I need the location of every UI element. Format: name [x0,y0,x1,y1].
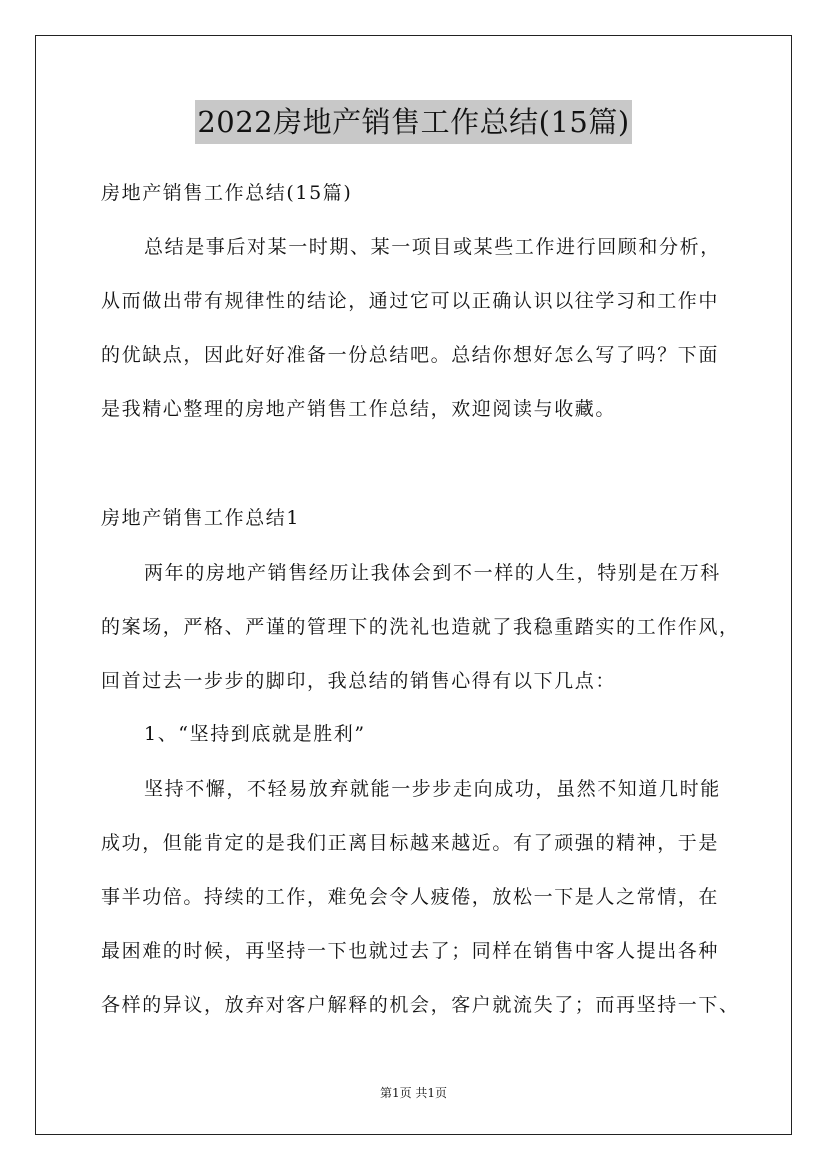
paragraph-line: 总结是事后对某一时期、某一项目或某些工作进行回顾和分析， [144,236,721,258]
subtitle-line: 房地产销售工作总结(15篇) [101,182,353,204]
section-heading: 房地产销售工作总结1 [101,507,301,529]
paragraph-line: 事半功倍。持续的工作，难免会令人疲倦，放松一下是人之常情，在 [101,886,720,908]
page-footer: 第1页 共1页 [379,1086,448,1100]
title-container [0,100,827,144]
paragraph-line: 各样的异议，放弃对客户解释的机会，客户就流失了；而再坚持一下、 [101,994,740,1016]
paragraph-line: 最困难的时候，再坚持一下也就过去了；同样在销售中客人提出各种 [101,940,720,962]
paragraph-line: 是我精心整理的房地产销售工作总结，欢迎阅读与收藏。 [101,398,617,420]
paragraph-line: 回首过去一步步的脚印，我总结的销售心得有以下几点： [101,670,617,692]
paragraph-line: 的案场，严格、严谨的管理下的洗礼也造就了我稳重踏实的工作作风， [101,616,740,638]
paragraph-line: 从而做出带有规律性的结论，通过它可以正确认识以往学习和工作中 [101,290,720,312]
list-heading: 1、“坚持到底就是胜利” [144,723,366,745]
paragraph-line: 两年的房地产销售经历让我体会到不一样的人生，特别是在万科 [144,562,721,584]
paragraph-line: 坚持不懈，不轻易放弃就能一步步走向成功，虽然不知道几时能 [144,778,721,800]
document-title: 2022房地产销售工作总结(15篇) [195,100,631,144]
paragraph-line: 的优缺点，因此好好准备一份总结吧。总结你想好怎么写了吗？下面 [101,344,720,366]
paragraph-line: 成功，但能肯定的是我们正离目标越来越近。有了顽强的精神，于是 [101,832,720,854]
